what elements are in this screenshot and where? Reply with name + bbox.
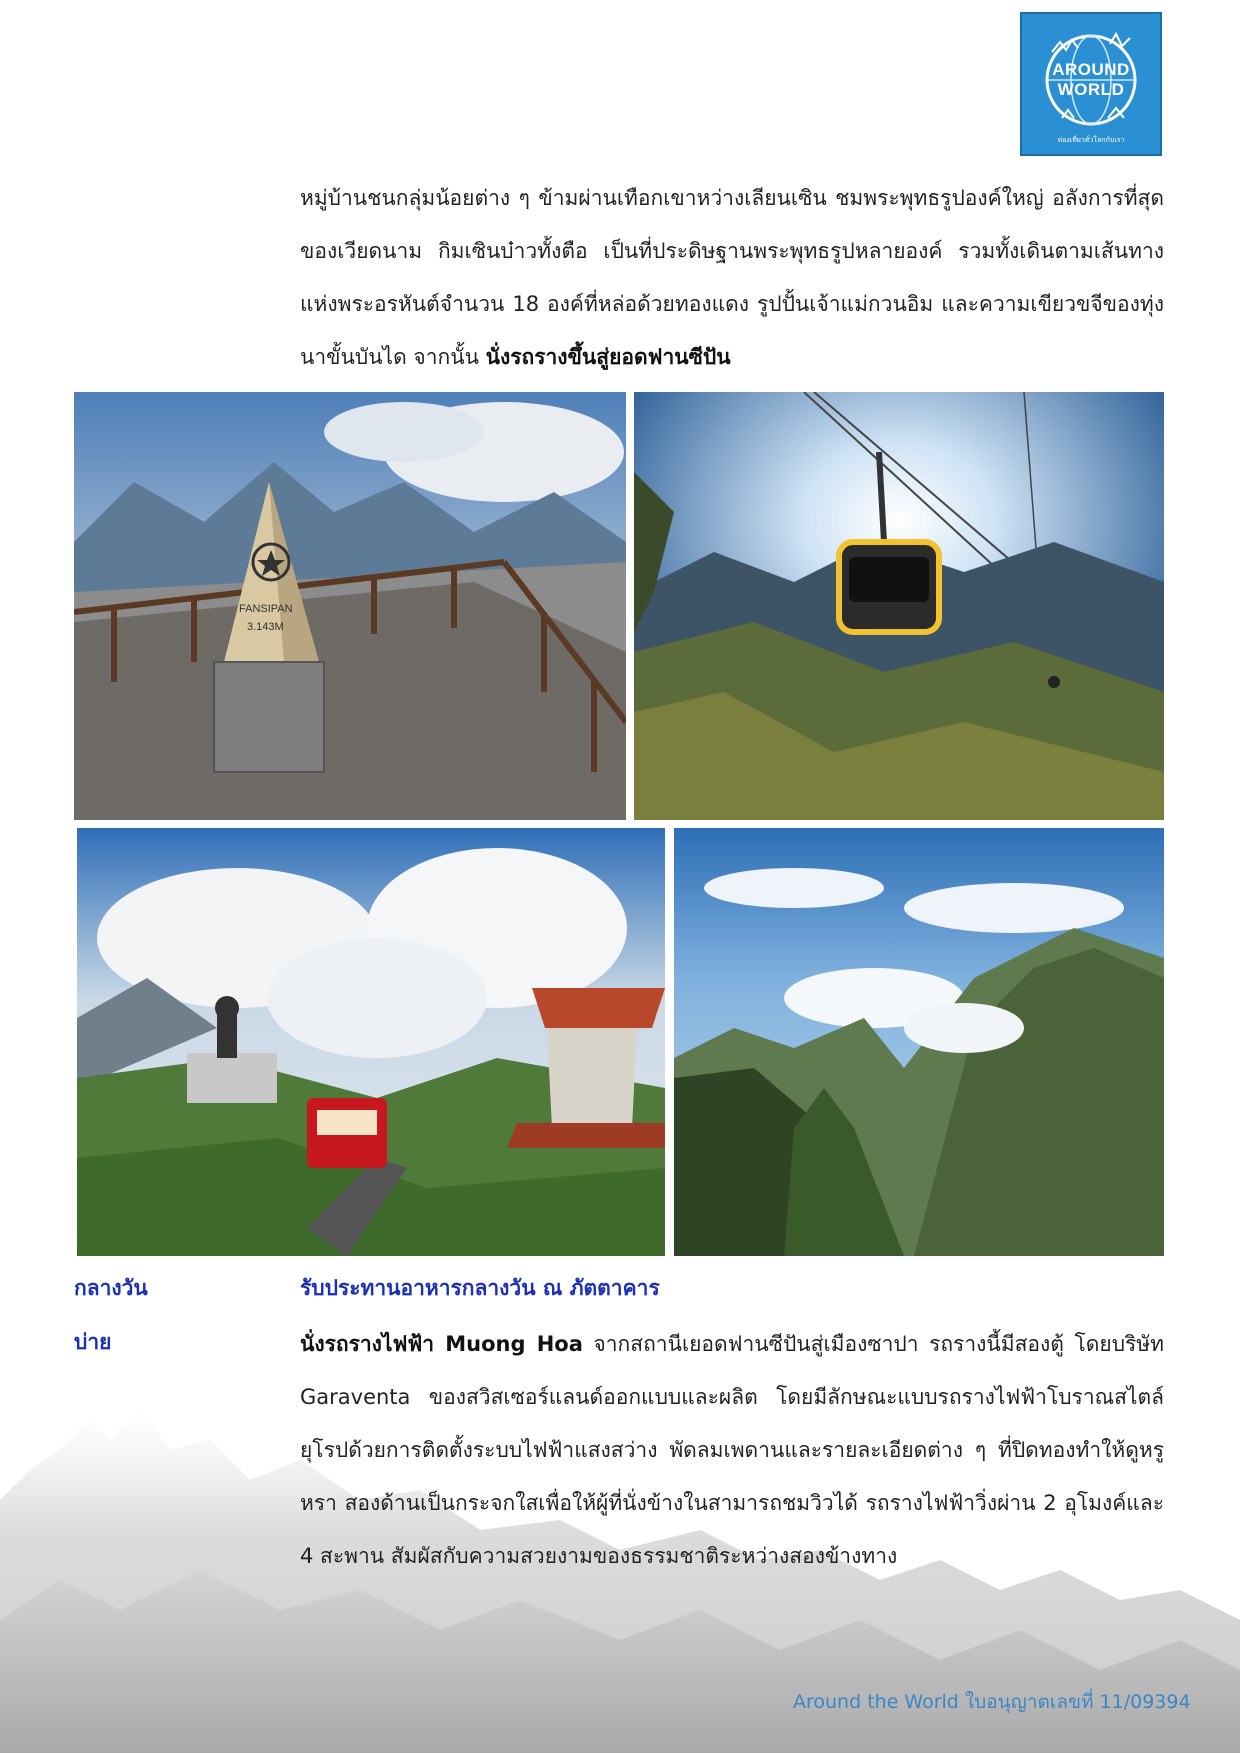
intro-paragraph [300,172,1164,384]
lunch-text: รับประทานอาหารกลางวัน ณ ภัตตาคาร [300,1276,660,1300]
summit-marker-text1: FANSIPAN [239,603,293,615]
photo-cable-car [634,392,1164,820]
intro-text: หมู่บ้านชนกลุ่มน้อยต่าง ๆ ข้ามผ่านเทือกเขาหว่างเลียนเซิน ชมพระพุทธรูปองค์ใหญ่ อลังการที่สุดของเวียดนาม กิมเซินบ๋าวทั้งตือ เป็นที่ประดิษฐานพระพุทธรูปหลายองค์ รวมทั้งเดินตามเส้นทางแห่งพระอรหันต์จำนวน 18 องค์ที่หล่อด้วยทองแดง รูปปั้นเจ้าแม่กวนอิม และความเขียวขจีของทุ่งนาขั้นบันได จากนั้น [300,186,1164,369]
photo-mountain-clouds [674,828,1164,1256]
footer-license: Around the World ใบอนุญาตเลขที่ 11/09394 [793,1691,1191,1713]
photo-summit-marker [74,392,626,820]
summit-marker-text2: 3.143M [247,621,284,633]
lunch-label: กลางวัน [74,1276,148,1300]
logo-text-line1: AROUND [1052,60,1130,79]
afternoon-bold-text: นั่งรถรางไฟฟ้า Muong Hoa [300,1332,583,1356]
intro-bold-text: นั่งรถรางขึ้นสู่ยอดฟานซีปัน [485,345,731,369]
afternoon-label: บ่าย [74,1330,112,1354]
logo-tagline: ท่องเที่ยวทั่วโลกกับเรา [1057,136,1125,144]
afternoon-paragraph [300,1318,1164,1583]
logo-text-line2: WORLD [1057,80,1125,99]
photo-red-tram-pagoda [77,828,665,1256]
company-logo [1020,12,1162,156]
afternoon-text: จากสถานีเยอดฟานซีปันสู่เมืองซาปา รถรางนี้มีสองตู้ โดยบริษัท Garaventa ของสวิสเซอร์แลนด์ออกแบบและผลิต โดยมีลักษณะแบบรถรางไฟฟ้าโบราณสไตล์ยุโรปด้วยการติดตั้งระบบไฟฟ้าแสงสว่าง พัดลมเพดานและรายละเอียดต่าง ๆ ที่ปิดทองทำให้ดูหรูหรา สองด้านเป็นกระจกใสเพื่อให้ผู้ที่นั่งข้างในสามารถชมวิวได้ รถรางไฟฟ้าวิ่งผ่าน 2 อุโมงค์และ 4 สะพาน สัมผัสกับความสวยงามของธรรมชาติระหว่างสองข้างทาง [300,1332,1164,1568]
